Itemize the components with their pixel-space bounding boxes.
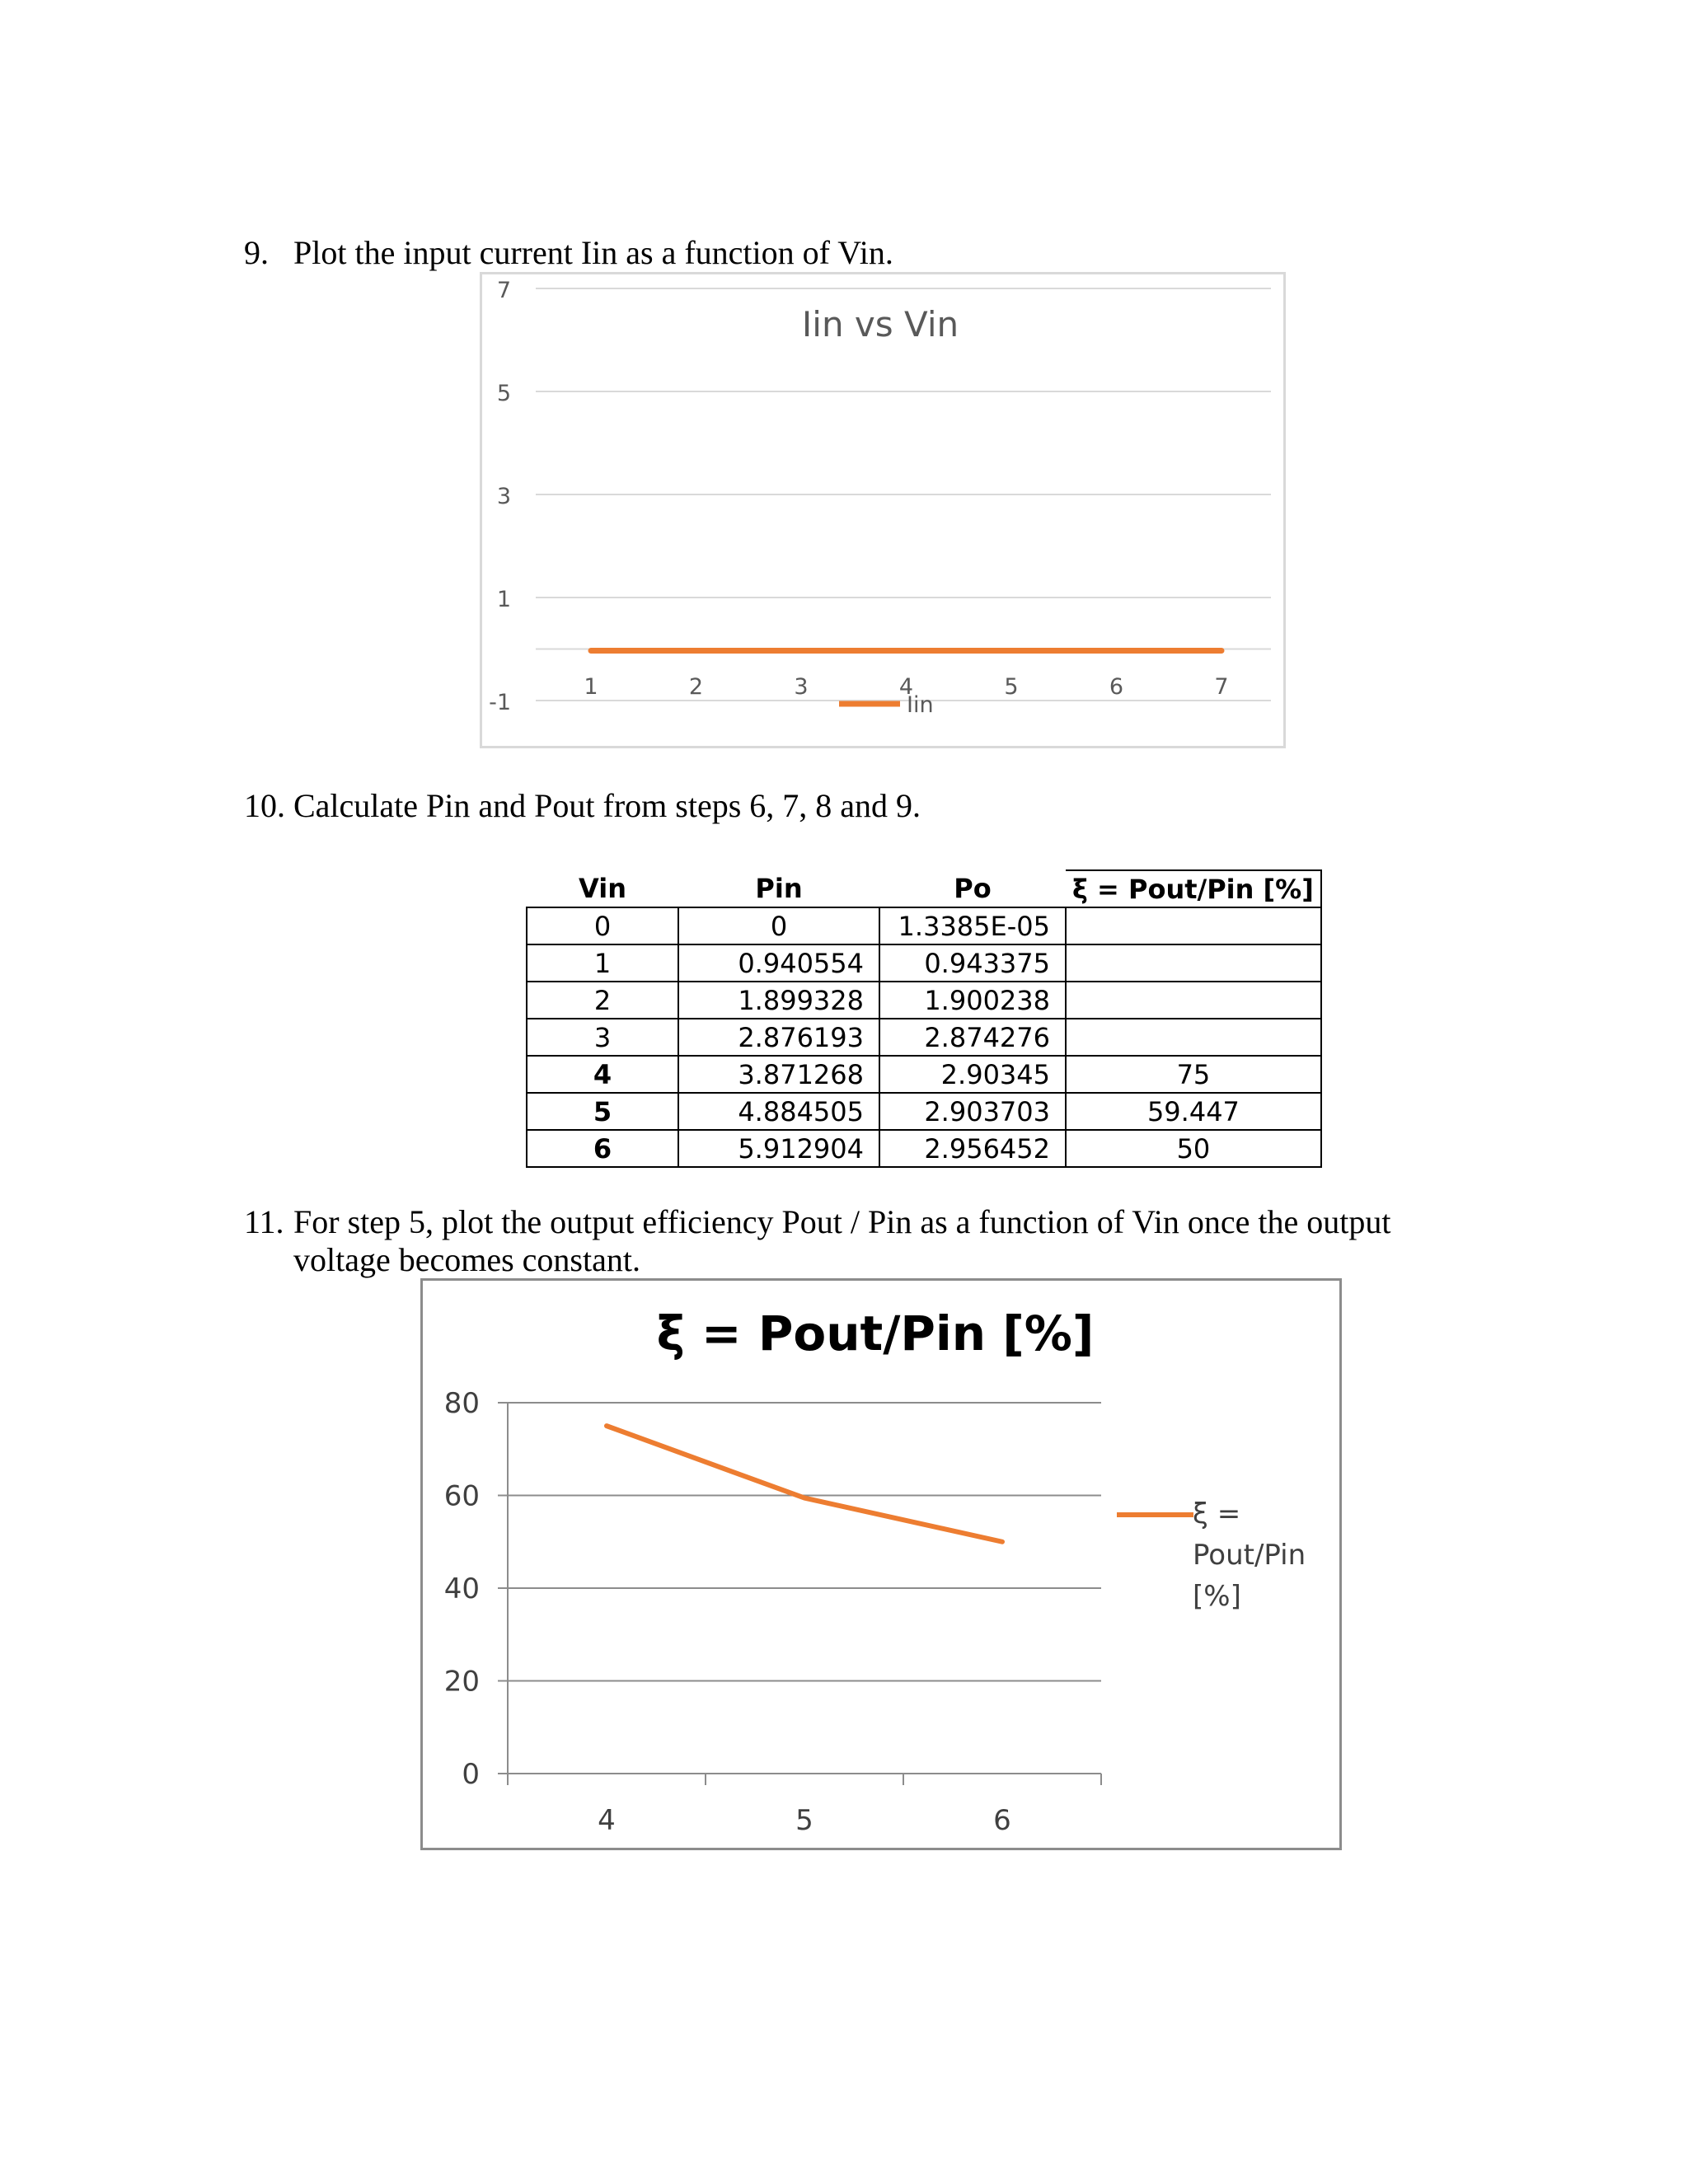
table-cell: 2: [527, 982, 678, 1019]
y-tick-label: 40: [443, 1572, 480, 1605]
table-cell: 5: [527, 1093, 678, 1130]
table-cell: 6: [527, 1130, 678, 1167]
x-tick-label: 4: [898, 674, 914, 700]
table-cell: 3: [527, 1019, 678, 1056]
table-cell: 2.876193: [678, 1019, 879, 1056]
table-cell: 50: [1066, 1130, 1321, 1167]
table-cell: 1.900238: [879, 982, 1066, 1019]
x-tick-label: 6: [993, 1804, 1011, 1837]
table-cell: 2.90345: [879, 1056, 1066, 1093]
table-header: ξ = Pout/Pin [%]: [1066, 870, 1321, 907]
table-cell: [1066, 907, 1321, 944]
table-row: [527, 1056, 1321, 1093]
question-11: [244, 1203, 1390, 1241]
table-cell: [1066, 982, 1321, 1019]
table-header: Pin: [678, 870, 879, 907]
chart-title: Iin vs Vin: [801, 304, 959, 344]
y-tick-label: 20: [443, 1665, 480, 1699]
table-cell: 1: [527, 944, 678, 982]
table-cell: 0.940554: [678, 944, 879, 982]
question-11-continued: [293, 1241, 640, 1279]
x-tick-label: 6: [1109, 674, 1124, 700]
y-tick-label: 1: [496, 587, 511, 612]
question-number: 11.: [244, 1203, 284, 1240]
table-header: Vin: [527, 870, 678, 907]
results-table: [526, 869, 1322, 1168]
table-cell: 1.3385E-05: [879, 907, 1066, 944]
table-header-row: [527, 870, 1321, 907]
table-cell: 5.912904: [678, 1130, 879, 1167]
y-tick-label: 7: [496, 278, 511, 303]
table-cell: 4.884505: [678, 1093, 879, 1130]
table-row: [527, 1130, 1321, 1167]
legend-label: Pout/Pin: [1193, 1539, 1306, 1572]
table-row: [527, 944, 1321, 982]
x-tick-label: 4: [598, 1804, 616, 1837]
table-cell: 75: [1066, 1056, 1321, 1093]
table-row: [527, 907, 1321, 944]
question-9: [244, 234, 893, 272]
table-cell: [1066, 1019, 1321, 1056]
x-tick-label: 2: [688, 674, 704, 700]
table-cell: 2.874276: [879, 1019, 1066, 1056]
table-cell: 59.447: [1066, 1093, 1321, 1130]
table-row: [527, 982, 1321, 1019]
table-row: [527, 1019, 1321, 1056]
question-text: Calculate Pin and Pout from steps 6, 7, 8 and 9.: [293, 787, 921, 824]
legend-label: [%]: [1193, 1580, 1241, 1613]
table-cell: 2.903703: [879, 1093, 1066, 1130]
y-tick-label: 3: [496, 484, 511, 509]
y-tick-label: 80: [443, 1387, 480, 1420]
iin-vs-vin-chart-frame: [480, 272, 1286, 748]
table-cell: 1.899328: [678, 982, 879, 1019]
legend-label: ξ =: [1193, 1497, 1241, 1530]
table-cell: 2.956452: [879, 1130, 1066, 1167]
table-header: Po: [879, 870, 1066, 907]
question-text: Plot the input current Iin as a function of Vin.: [293, 234, 893, 271]
question-number: 10.: [244, 787, 285, 824]
y-tick-label: 5: [496, 381, 511, 406]
question-text: For step 5, plot the output efficiency Pout / Pin as a function of Vin once the output: [293, 1203, 1391, 1240]
table-cell: [1066, 944, 1321, 982]
x-tick-label: 5: [1004, 674, 1019, 700]
table-cell: 0: [678, 907, 879, 944]
y-tick-label: 0: [462, 1758, 480, 1791]
legend-label: Iin: [907, 692, 934, 718]
y-tick-label: 60: [443, 1479, 480, 1513]
chart-title: ξ = Pout/Pin [%]: [656, 1305, 1095, 1361]
y-tick-label: -1: [489, 690, 511, 715]
x-tick-label: 7: [1214, 674, 1229, 700]
table-cell: 0: [527, 907, 678, 944]
table-row: [527, 1093, 1321, 1130]
question-10: [244, 787, 921, 825]
table-cell: 4: [527, 1056, 678, 1093]
x-tick-label: 3: [794, 674, 809, 700]
question-text: voltage becomes constant.: [293, 1241, 640, 1278]
x-tick-label: 1: [584, 674, 598, 700]
x-tick-label: 5: [795, 1804, 814, 1837]
efficiency-chart-frame: [420, 1278, 1342, 1850]
question-number: 9.: [244, 234, 269, 271]
table-cell: 0.943375: [879, 944, 1066, 982]
table-cell: 3.871268: [678, 1056, 879, 1093]
